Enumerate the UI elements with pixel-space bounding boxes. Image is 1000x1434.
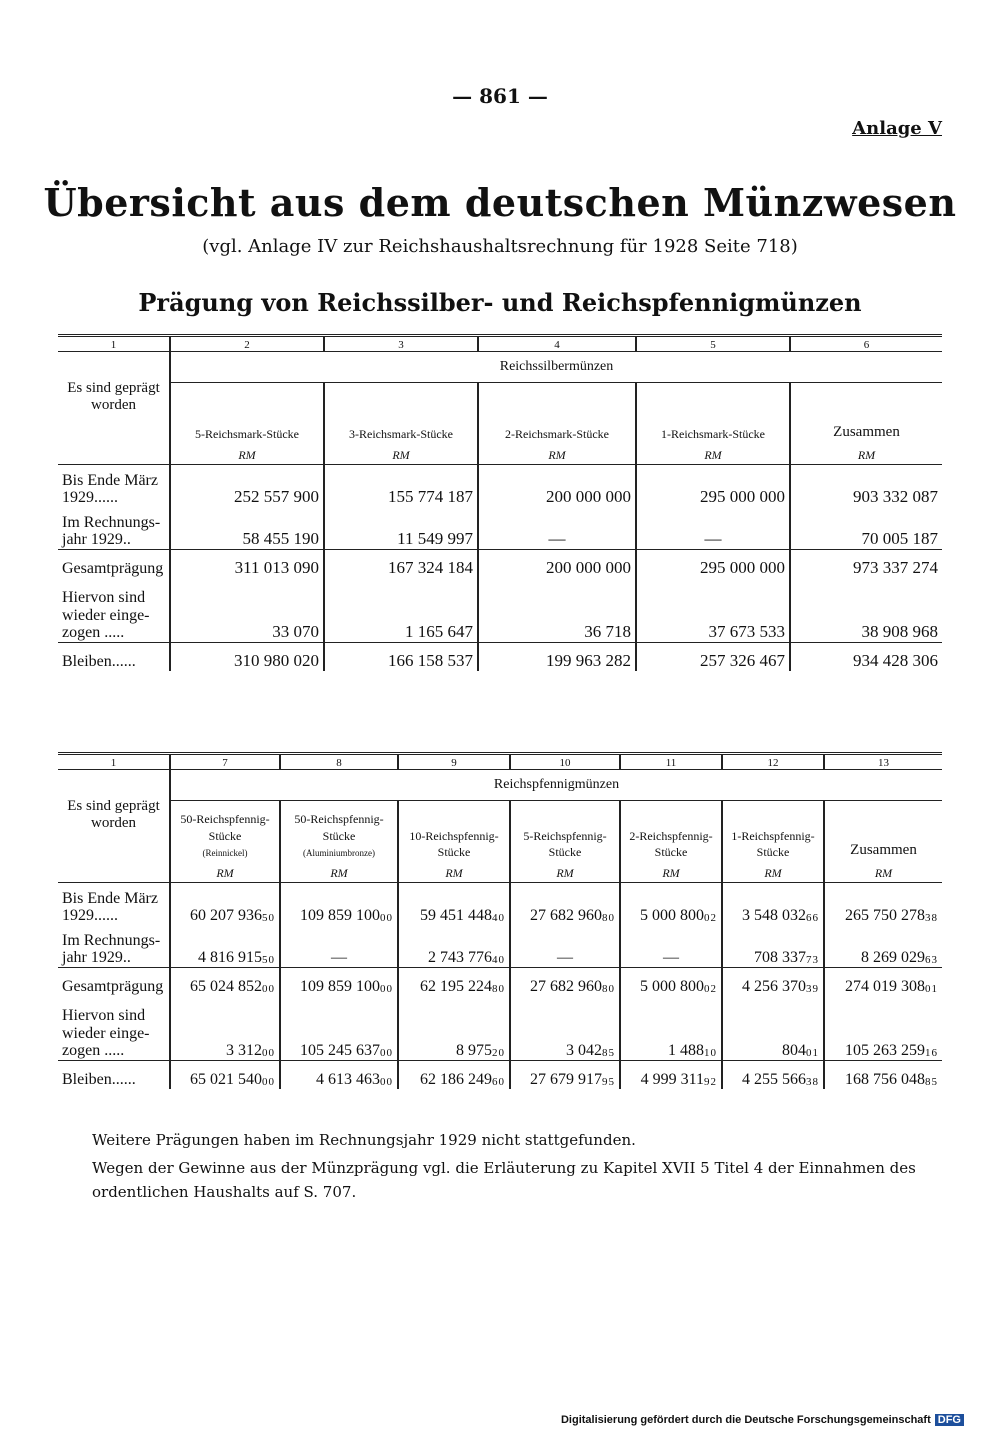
cell bbox=[824, 883, 942, 926]
cell-decimal: 20 bbox=[492, 1047, 505, 1059]
cell-integer: 105 245 637 bbox=[300, 1042, 380, 1059]
column-number: 10 bbox=[510, 754, 620, 770]
cell bbox=[722, 996, 824, 1061]
cell: 36 718 bbox=[478, 578, 636, 643]
page-number: — 861 — bbox=[452, 84, 548, 108]
cell-decimal: 01 bbox=[925, 983, 938, 995]
unit-label: RM bbox=[445, 866, 463, 881]
cell-integer: 4 999 311 bbox=[640, 1071, 704, 1088]
unit-label: RM bbox=[556, 866, 574, 881]
cell-decimal: 63 bbox=[925, 954, 938, 966]
cell-integer: 5 000 800 bbox=[640, 978, 704, 995]
cell-integer: 65 021 540 bbox=[190, 1071, 262, 1088]
cell bbox=[510, 996, 620, 1061]
cell-integer: 274 019 308 bbox=[845, 978, 925, 995]
cell bbox=[398, 925, 510, 968]
column-number-row bbox=[58, 336, 942, 352]
cell-decimal: 92 bbox=[704, 1076, 717, 1088]
row-label: Gesamtprägung bbox=[58, 550, 170, 579]
cell bbox=[620, 925, 722, 968]
column-number: 12 bbox=[722, 754, 824, 770]
cell bbox=[620, 968, 722, 997]
cell bbox=[280, 1061, 398, 1090]
cell-integer: 65 024 852 bbox=[190, 978, 262, 995]
cell-decimal: 85 bbox=[925, 1076, 938, 1088]
cell bbox=[170, 996, 280, 1061]
cell bbox=[170, 883, 280, 926]
column-header bbox=[636, 383, 790, 465]
column-header bbox=[170, 801, 280, 883]
pfennig-coins-table bbox=[58, 752, 942, 1089]
column-number: 13 bbox=[824, 754, 942, 770]
cell bbox=[398, 996, 510, 1061]
table-row bbox=[58, 925, 942, 968]
cell-integer: 804 bbox=[782, 1042, 806, 1059]
cell-integer: 105 263 259 bbox=[845, 1042, 925, 1059]
cell bbox=[510, 883, 620, 926]
row-header: Es sind geprägt worden bbox=[58, 770, 170, 883]
column-number: 8 bbox=[280, 754, 398, 770]
cell bbox=[398, 883, 510, 926]
cell-decimal: 66 bbox=[806, 912, 819, 924]
row-label: Bleiben...... bbox=[58, 643, 170, 672]
row-label: Bleiben...... bbox=[58, 1061, 170, 1090]
cell bbox=[510, 1061, 620, 1090]
cell-integer: 168 756 048 bbox=[845, 1071, 925, 1088]
note-paragraph bbox=[92, 1156, 942, 1204]
cell bbox=[620, 1061, 722, 1090]
cell bbox=[280, 883, 398, 926]
cell-decimal: 50 bbox=[262, 954, 275, 966]
cell-integer: 59 451 448 bbox=[420, 907, 492, 924]
column-header-label: 3-Reichsmark-Stücke bbox=[349, 427, 453, 442]
cell-integer: 4 613 463 bbox=[316, 1071, 380, 1088]
cell bbox=[722, 1061, 824, 1090]
table-row bbox=[58, 643, 942, 672]
cell-decimal: 00 bbox=[262, 983, 275, 995]
row-label: Im Rechnungs-jahr 1929.. bbox=[62, 931, 161, 967]
page-title: Übersicht aus dem deutschen Münzwesen bbox=[43, 180, 957, 225]
column-header bbox=[478, 383, 636, 465]
table-row bbox=[58, 465, 942, 508]
cell bbox=[824, 996, 942, 1061]
note-text: Weitere Prägungen haben im Rechnungsjahr 1929 nicht stattgefunden. bbox=[92, 1131, 636, 1149]
unit-label: RM bbox=[392, 448, 410, 463]
cell: — bbox=[636, 507, 790, 550]
silver-coins-table bbox=[58, 334, 942, 671]
cell-integer: — bbox=[663, 949, 679, 966]
cell-integer: 4 816 915 bbox=[198, 949, 262, 966]
column-header-label: 1-Reichsmark-Stücke bbox=[661, 427, 765, 442]
cell-integer: 3 312 bbox=[226, 1042, 262, 1059]
cell-integer: 109 859 100 bbox=[300, 907, 380, 924]
cell bbox=[620, 883, 722, 926]
cell-integer: 60 207 936 bbox=[190, 907, 262, 924]
cell-decimal: 40 bbox=[492, 912, 505, 924]
cell-decimal: 50 bbox=[262, 912, 275, 924]
page-subtitle: (vgl. Anlage IV zur Reichshaushaltsrechnung für 1928 Seite 718) bbox=[202, 236, 798, 257]
cell-decimal: 00 bbox=[380, 1047, 393, 1059]
unit-label: RM bbox=[216, 866, 234, 881]
cell bbox=[280, 968, 398, 997]
note-text: Wegen der Gewinne aus der Münzprägung vgl. die Erläuterung zu Kapitel XVII 5 Titel 4 der Einnahmen des ordentlichen Haushalts auf S. 707. bbox=[92, 1159, 916, 1201]
column-header-note: (Aluminiumbronze) bbox=[303, 848, 375, 859]
cell-integer: 3 042 bbox=[566, 1042, 602, 1059]
cell: 903 332 087 bbox=[790, 465, 942, 508]
cell-decimal: 00 bbox=[262, 1047, 275, 1059]
column-header bbox=[790, 383, 942, 465]
group-label: Reichssilbermünzen bbox=[170, 352, 942, 383]
cell: 33 070 bbox=[170, 578, 324, 643]
cell bbox=[280, 996, 398, 1061]
cell: 200 000 000 bbox=[478, 550, 636, 579]
cell: 973 337 274 bbox=[790, 550, 942, 579]
footer-text: Digitalisierung gefördert durch die Deutsche Forschungsgemeinschaft bbox=[560, 1414, 931, 1426]
cell-decimal: 80 bbox=[602, 912, 615, 924]
cell: 295 000 000 bbox=[636, 465, 790, 508]
cell-integer: 8 975 bbox=[456, 1042, 492, 1059]
column-header-label: 10-Reichspfennig-Stücke bbox=[409, 828, 499, 860]
unit-label: RM bbox=[704, 448, 722, 463]
column-header bbox=[280, 801, 398, 883]
section-title: Prägung von Reichssilber- und Reichspfennigmünzen bbox=[138, 288, 862, 317]
cell-decimal: 80 bbox=[492, 983, 505, 995]
column-header bbox=[170, 383, 324, 465]
table-row bbox=[58, 578, 942, 643]
cell-integer: 5 000 800 bbox=[640, 907, 704, 924]
cell-integer: 27 679 917 bbox=[530, 1071, 602, 1088]
cell-integer: 8 269 029 bbox=[861, 949, 925, 966]
unit-label: RM bbox=[662, 866, 680, 881]
row-label: Hiervon sind wieder einge-zogen ..... bbox=[62, 589, 150, 642]
column-header-label: 2-Reichspfennig-Stücke bbox=[629, 828, 713, 860]
cell bbox=[398, 1061, 510, 1090]
cell-integer: 2 743 776 bbox=[428, 949, 492, 966]
cell bbox=[510, 925, 620, 968]
cell bbox=[620, 996, 722, 1061]
cell: 199 963 282 bbox=[478, 643, 636, 672]
cell bbox=[280, 925, 398, 968]
column-header-label: 5-Reichspfennig-Stücke bbox=[523, 828, 607, 860]
unit-label: RM bbox=[330, 866, 348, 881]
cell: — bbox=[478, 507, 636, 550]
cell-decimal: 39 bbox=[806, 983, 819, 995]
row-label: Hiervon sind wieder einge-zogen ..... bbox=[62, 1007, 150, 1060]
cell: 200 000 000 bbox=[478, 465, 636, 508]
group-label: Reichspfennigmünzen bbox=[170, 770, 942, 801]
cell: 38 908 968 bbox=[790, 578, 942, 643]
row-header: Es sind geprägt worden bbox=[58, 352, 170, 465]
table-row bbox=[58, 968, 942, 997]
unit-label: RM bbox=[238, 448, 256, 463]
cell-integer: 62 186 249 bbox=[420, 1071, 492, 1088]
cell: 311 013 090 bbox=[170, 550, 324, 579]
cell-decimal: 73 bbox=[806, 954, 819, 966]
column-header-label: Zusammen bbox=[833, 424, 900, 441]
cell bbox=[722, 883, 824, 926]
column-number: 1 bbox=[58, 754, 170, 770]
cell-integer: 4 255 566 bbox=[742, 1071, 806, 1088]
cell-decimal: 60 bbox=[492, 1076, 505, 1088]
note-paragraph bbox=[92, 1128, 942, 1152]
cell-decimal: 00 bbox=[380, 983, 393, 995]
cell-integer: — bbox=[331, 949, 347, 966]
cell bbox=[510, 968, 620, 997]
cell bbox=[824, 1061, 942, 1090]
column-header bbox=[324, 383, 478, 465]
cell: 155 774 187 bbox=[324, 465, 478, 508]
cell-decimal: 40 bbox=[492, 954, 505, 966]
cell bbox=[722, 968, 824, 997]
dfg-logo: DFG bbox=[935, 1414, 964, 1426]
column-header-label: Zusammen bbox=[850, 842, 917, 859]
cell-decimal: 10 bbox=[704, 1047, 717, 1059]
cell-integer: 109 859 100 bbox=[300, 978, 380, 995]
cell-decimal: 38 bbox=[806, 1076, 819, 1088]
cell: 70 005 187 bbox=[790, 507, 942, 550]
cell-decimal: 95 bbox=[602, 1076, 615, 1088]
column-header bbox=[620, 801, 722, 883]
cell: 252 557 900 bbox=[170, 465, 324, 508]
column-header-label: 5-Reichsmark-Stücke bbox=[195, 427, 299, 442]
cell-decimal: 02 bbox=[704, 912, 717, 924]
cell-decimal: 80 bbox=[602, 983, 615, 995]
column-number: 11 bbox=[620, 754, 722, 770]
row-label: Bis Ende März 1929...... bbox=[62, 889, 158, 925]
cell: 1 165 647 bbox=[324, 578, 478, 643]
column-header-label: 50-Reichspfennig-Stücke bbox=[294, 811, 384, 843]
cell: 934 428 306 bbox=[790, 643, 942, 672]
column-number-row bbox=[58, 754, 942, 770]
table-row bbox=[58, 507, 942, 550]
table-row bbox=[58, 1061, 942, 1090]
column-header bbox=[398, 801, 510, 883]
column-header bbox=[510, 801, 620, 883]
column-number: 2 bbox=[170, 336, 324, 352]
cell bbox=[824, 968, 942, 997]
column-header bbox=[722, 801, 824, 883]
cell: 166 158 537 bbox=[324, 643, 478, 672]
cell-integer: 4 256 370 bbox=[742, 978, 806, 995]
cell bbox=[170, 968, 280, 997]
table-row bbox=[58, 996, 942, 1061]
cell bbox=[824, 925, 942, 968]
unit-label: RM bbox=[857, 448, 876, 463]
column-number: 7 bbox=[170, 754, 280, 770]
unit-label: RM bbox=[874, 866, 893, 881]
cell-integer: 265 750 278 bbox=[845, 907, 925, 924]
cell bbox=[722, 925, 824, 968]
cell-decimal: 02 bbox=[704, 983, 717, 995]
cell-decimal: 00 bbox=[380, 1076, 393, 1088]
cell: 11 549 997 bbox=[324, 507, 478, 550]
column-number: 4 bbox=[478, 336, 636, 352]
digitization-footer bbox=[561, 1414, 964, 1426]
cell-decimal: 00 bbox=[262, 1076, 275, 1088]
cell bbox=[170, 1061, 280, 1090]
cell-integer: 27 682 960 bbox=[530, 978, 602, 995]
column-header-note: (Reinnickel) bbox=[202, 848, 248, 859]
cell-integer: 27 682 960 bbox=[530, 907, 602, 924]
cell-decimal: 38 bbox=[925, 912, 938, 924]
cell-integer: — bbox=[557, 949, 573, 966]
table-row bbox=[58, 550, 942, 579]
cell-integer: 1 488 bbox=[668, 1042, 704, 1059]
column-header bbox=[824, 801, 942, 883]
cell: 37 673 533 bbox=[636, 578, 790, 643]
unit-label: RM bbox=[548, 448, 566, 463]
cell: 295 000 000 bbox=[636, 550, 790, 579]
cell-integer: 708 337 bbox=[754, 949, 806, 966]
cell-decimal: 01 bbox=[806, 1047, 819, 1059]
cell: 257 326 467 bbox=[636, 643, 790, 672]
cell bbox=[170, 925, 280, 968]
unit-label: RM bbox=[764, 866, 782, 881]
column-number: 3 bbox=[324, 336, 478, 352]
column-number: 5 bbox=[636, 336, 790, 352]
column-header-label: 2-Reichsmark-Stücke bbox=[505, 427, 609, 442]
cell-integer: 62 195 224 bbox=[420, 978, 492, 995]
row-label: Bis Ende März 1929...... bbox=[62, 471, 158, 507]
row-label: Gesamtprägung bbox=[58, 968, 170, 997]
column-header-label: 1-Reichspfennig-Stücke bbox=[731, 828, 815, 860]
column-number: 6 bbox=[790, 336, 942, 352]
appendix-label: Anlage V bbox=[852, 118, 942, 139]
column-header-label: 50-Reichspfennig-Stücke bbox=[180, 811, 270, 843]
cell: 167 324 184 bbox=[324, 550, 478, 579]
table-row bbox=[58, 883, 942, 926]
cell-decimal: 16 bbox=[925, 1047, 938, 1059]
column-number: 9 bbox=[398, 754, 510, 770]
column-number: 1 bbox=[58, 336, 170, 352]
cell-integer: 3 548 032 bbox=[742, 907, 806, 924]
cell-decimal: 85 bbox=[602, 1047, 615, 1059]
cell bbox=[398, 968, 510, 997]
cell: 310 980 020 bbox=[170, 643, 324, 672]
cell: 58 455 190 bbox=[170, 507, 324, 550]
cell-decimal: 00 bbox=[380, 912, 393, 924]
row-label: Im Rechnungs-jahr 1929.. bbox=[62, 513, 161, 549]
